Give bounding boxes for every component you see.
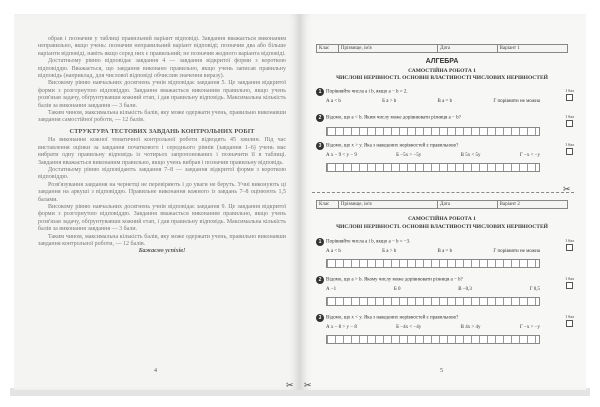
option[interactable]: Б −5x > −5y [396,153,422,158]
score-label: 1 бал [565,276,574,281]
option[interactable]: А a < b [326,99,341,104]
task-3 [316,142,568,172]
section-heading: СТРУКТУРА ТЕСТОВИХ ЗАВДАНЬ КОНТРОЛЬНИХ РОБІТ [69,127,255,135]
task-question: Відомо, що a > b. Якому числу може дорівнювати різниця a − b? [326,277,463,283]
option[interactable]: В 5x < 5y [460,153,481,158]
task-1 [316,88,568,104]
class-field[interactable]: Клас [317,45,339,52]
answer-options [316,99,568,104]
option[interactable]: Г −x > −y [519,325,540,330]
paragraph: Таким чином, максимальна кількість балів, яку може одержати учень, правильно виконавши завдання самостійної роботи, — 12 балів. [38,110,286,124]
task-question: Відомо, що a < b. Яким числу може дорівнювати різниця a − b? [326,115,461,121]
score-checkbox[interactable] [566,320,573,327]
option[interactable]: А x − 8 > y − 8 [326,325,357,330]
subject-title: АЛГЕБРА [425,58,459,65]
score-label: 1 бал [565,314,574,319]
score-box [565,142,574,155]
task-number: 1 [316,238,324,246]
option[interactable]: Г порівняти не можна [493,99,540,104]
option[interactable]: В a = b [437,249,453,254]
cut-line [312,192,574,193]
score-box [565,88,574,101]
student-header [316,44,568,53]
score-label: 1 бал [565,114,574,119]
answer-grid[interactable] [326,259,540,268]
task-number: 1 [316,88,324,96]
option[interactable]: Б −4x < −4y [396,325,422,330]
paragraph: Високому рівню навчальних досягнень учнів відповідає завдання 9. Це завдання відкритої форми з розгорнутою відповіддю. Завдання вважається виконаним правильно, якщо учень розв'язав задачу, обґрунтувавши кожний етап, і дав правильну відповідь. Максимальна кількість балів за виконання завдання — 3 бали. [38,203,286,233]
score-box [565,314,574,327]
score-checkbox[interactable] [566,244,573,251]
option[interactable]: В 4x > 4y [460,325,481,330]
answer-grid[interactable] [326,335,540,344]
task-number: 3 [316,142,324,150]
score-box [565,238,574,251]
option[interactable]: Б 0 [393,287,401,292]
task-question: Порівняйте числа a і b, якщо a − b = 2. [326,89,408,95]
task-3-v2 [316,314,568,344]
score-label: 1 бал [565,238,574,243]
score-box [565,114,574,127]
answer-grid[interactable] [326,163,540,172]
answer-options [316,287,568,292]
variant-label: Варіант 1 [499,46,520,51]
surname-field[interactable]: Прізвище, ім'я [339,45,438,52]
surname-field[interactable]: Прізвище, ім'я [339,201,438,208]
option[interactable]: А x − 9 < y − 9 [326,153,357,158]
answer-options [316,153,568,158]
task-question: Відомо, що x < y. Яка з наведених нерівностей є правильною? [326,315,459,321]
task-question: Відомо, що x > y. Яка з наведених нерівностей є правильною? [326,143,459,149]
score-checkbox[interactable] [566,148,573,155]
option[interactable]: В a = b [437,99,453,104]
option[interactable]: Б a > b [382,99,397,104]
answer-grid[interactable] [326,297,540,306]
score-checkbox[interactable] [566,94,573,101]
page-number: 4 [154,368,157,374]
class-field[interactable]: Клас [317,201,339,208]
option[interactable]: В −0,3 [458,287,472,292]
task-number: 2 [316,114,324,122]
date-field[interactable]: Дата [438,201,498,208]
left-page [14,14,300,390]
paragraph: Достатньому рівню відповідають завдання 7–8 — завдання відкритої форми з короткою відповіддю. [38,166,286,181]
left-page-text [38,36,286,256]
task-question: Порівняйте числа a і b, якщо a − b = −3. [326,239,411,245]
work-subtitle: ЧИСЛОВІ НЕРІВНОСТІ. ОСНОВНІ ВЛАСТИВОСТІ ЧИСЛОВИХ НЕРІВНОСТЕЙ [336,75,548,81]
task-2 [316,114,568,136]
score-label: 1 бал [565,88,574,93]
option[interactable]: А −1 [326,287,337,292]
variant-label: Варіант 2 [499,202,520,207]
option[interactable]: А a < b [326,249,341,254]
task-number: 3 [316,314,324,322]
option[interactable]: Г 0,5 [529,287,540,292]
date-field[interactable]: Дата [438,45,498,52]
task-1-v2 [316,238,568,268]
closing-text: Бажаємо успіхів! [138,248,186,255]
score-box [565,276,574,289]
option[interactable]: Г −x < −y [519,153,540,158]
paragraph: Таким чином, максимальна кількість балів, яку може одержати учень, правильно виконавши завдання контрольної роботи, — 12 балів. [38,233,286,247]
paragraph: Розв'язування завдання на чернетці не перевіряють і до уваги не беруть. Учні виконують ці завдання на аркуші з відповіддю. Правильне виконання кожного із завдань 7–8 оцінюють 1,5 балами. [38,181,286,203]
score-checkbox[interactable] [566,120,573,127]
paragraph: На виконання кожної тематичної контрольної роботи відводять 45 хвилин. Під час виставлення оцінки за завдання початкового і середнього рівнів (завдання 1–6) учень має вибрати одну правильну відповідь із чотирьох запропонованих і позначити її в таблиці. Завдання вважається виконаним правильно, якщо учень вибрав і позначив правильну відповідь. [38,137,286,166]
right-page [300,14,586,390]
option[interactable]: Г порівняти не можна [493,249,540,254]
work-subtitle: ЧИСЛОВІ НЕРІВНОСТІ. ОСНОВНІ ВЛАСТИВОСТІ ЧИСЛОВИХ НЕРІВНОСТЕЙ [336,224,548,230]
scissors-icon: ✂ [304,380,312,390]
paragraph: Достатньому рівню відповідає завдання 4 — завдання відкритої форми з короткою відповіддю. Вважається, що завдання виконано правильно, якщо учень записав правильну відповідь (наприклад, для числової відповіді обчислив значення виразу). [38,58,286,80]
answer-options [316,325,568,330]
task-2-v2 [316,276,568,306]
task-number: 2 [316,276,324,284]
answer-options [316,249,568,254]
paragraph: Високому рівню навчальних досягнень учнів відповідає завдання 5. Це завдання відкритої форми з розгорнутою відповіддю. Завдання вважається виконаним правильно, якщо учень розв'язав задачу, обґрунтувавши кожний етап, і дав правильну відповідь. Максимальна кількість балів за виконання завдання — 3 бали. [38,80,286,109]
scissors-icon: ✂ [286,380,294,390]
scissors-icon: ✂ [563,184,571,194]
work-title: САМОСТІЙНА РОБОТА 1 [408,216,476,222]
option[interactable]: Б a > b [382,249,397,254]
paragraph: обрав і позначив у таблиці правильний варіант відповіді. Завдання вважається виконаним неправильно, якщо учень: позначив неправильний варіант відповіді; позначив два або більше варіанти відповіді, навіть якщо серед них є правильний; не позначив жодного варіанта відповіді. [38,36,286,57]
page-number: 5 [440,368,443,374]
score-checkbox[interactable] [566,282,573,289]
work-title: САМОСТІЙНА РОБОТА 1 [408,68,476,74]
student-header-2 [316,200,568,209]
score-label: 1 бал [565,142,574,147]
answer-grid[interactable] [326,127,540,136]
